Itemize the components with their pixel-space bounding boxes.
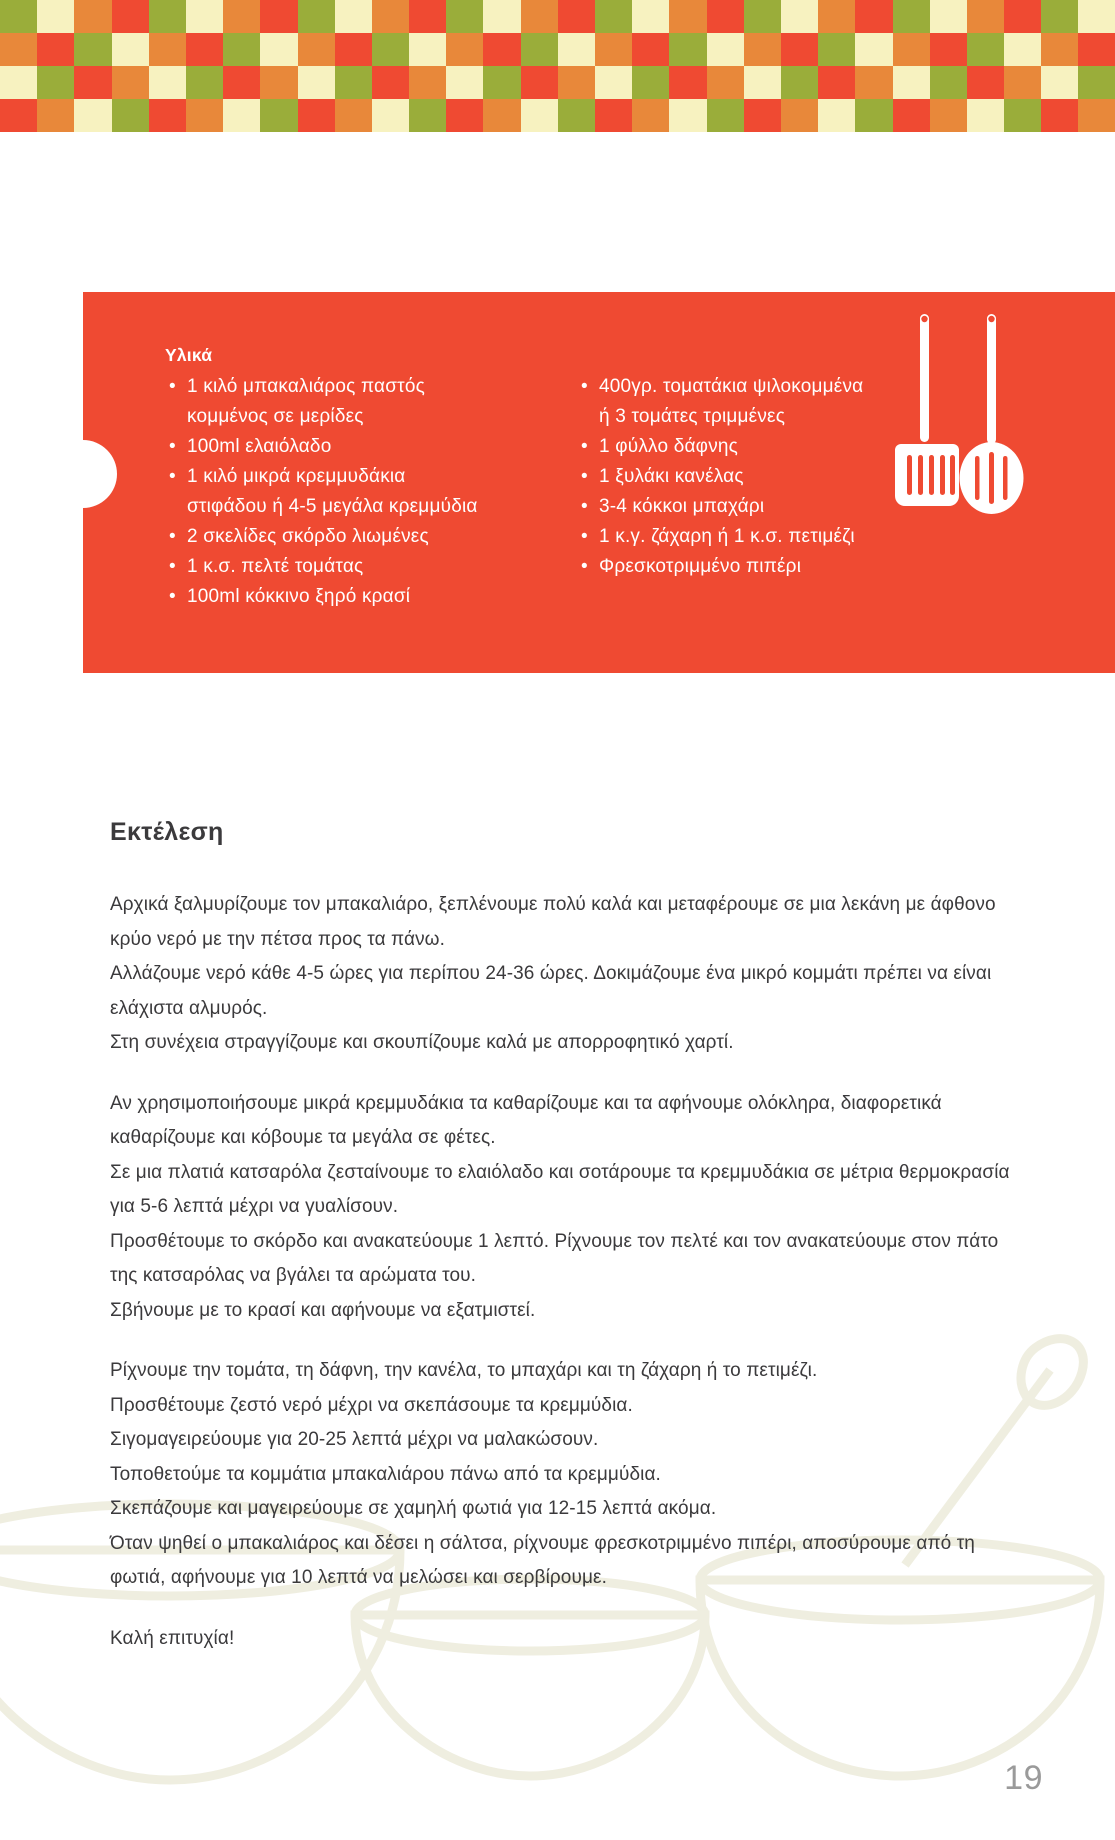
checker-cell (1004, 0, 1041, 33)
checker-cell (335, 0, 372, 33)
checker-cell (74, 0, 111, 33)
checker-cell (669, 66, 706, 99)
checker-cell (521, 0, 558, 33)
checker-cell (372, 0, 409, 33)
checker-cell (298, 99, 335, 132)
ingredients-column-left (165, 372, 555, 612)
ingredient-item (165, 522, 555, 552)
checker-cell (1078, 33, 1115, 66)
checker-cell (483, 33, 520, 66)
checker-cell (483, 99, 520, 132)
checker-cell (707, 99, 744, 132)
checker-cell (967, 99, 1004, 132)
checker-cell (149, 99, 186, 132)
checker-cell (595, 66, 632, 99)
checker-cell (744, 0, 781, 33)
ingredient-text: κομμένος σε μερίδες (187, 406, 364, 427)
checker-cell (223, 99, 260, 132)
execution-title: Εκτέλεση (110, 818, 224, 846)
checker-cell (112, 66, 149, 99)
checker-cell (298, 66, 335, 99)
checker-cell (1004, 33, 1041, 66)
checker-cell (967, 0, 1004, 33)
checker-cell (260, 66, 297, 99)
bullet-icon: • (169, 466, 176, 487)
bullet-icon: • (581, 526, 588, 547)
checker-row-2 (0, 33, 1115, 66)
checker-cell (260, 0, 297, 33)
checker-cell (446, 0, 483, 33)
checker-cell (818, 33, 855, 66)
checker-cell (632, 66, 669, 99)
perforated-edge (83, 292, 1115, 304)
checker-cell (112, 33, 149, 66)
checker-cell (335, 66, 372, 99)
ingredient-text: 1 κ.σ. πελτέ τομάτας (187, 556, 364, 577)
checker-cell (595, 0, 632, 33)
ingredient-text: 1 φύλλο δάφνης (599, 436, 739, 457)
checker-cell (967, 33, 1004, 66)
checker-cell (1041, 99, 1078, 132)
checker-cell (930, 33, 967, 66)
checker-cell (893, 99, 930, 132)
checker-cell (409, 33, 446, 66)
checker-cell (707, 0, 744, 33)
bullet-icon: • (581, 496, 588, 517)
checker-cell (930, 0, 967, 33)
checker-cell (372, 99, 409, 132)
checker-cell (744, 33, 781, 66)
checker-cell (37, 66, 74, 99)
checker-cell (855, 66, 892, 99)
checker-cell (446, 66, 483, 99)
execution-paragraph: Καλή επιτυχία! (110, 1627, 235, 1649)
checker-cell (521, 99, 558, 132)
checker-cell (372, 66, 409, 99)
bullet-icon: • (169, 376, 176, 397)
ingredient-text: 1 κ.γ. ζάχαρη ή 1 κ.σ. πετιμέζι (599, 526, 855, 547)
execution-paragraph: Αν χρησιμοποιήσουμε μικρά κρεμμυδάκια τα καθαρίζουμε και τα αφήνουμε ολόκληρα, διαφορετικά καθαρίζουμε και κόβουμε τα μεγάλα σε φέτες. Σε μια πλατιά κατσαρόλα ζεσταίνουμε το ελαιόλαδο και σοτάρουμε τα κρεμμυδάκια σε μέτρια θερμοκρασία για 5-6 λεπτά μέχρι να γυαλίσουν. Προσθέτουμε το σκόρδο και ανακατεύουμε 1 λεπτό. Ρίχνουμε τον πελτέ και τον ανακατεύουμε στον πάτο της κατσαρόλας να βγάλει τα αρώματα του. Σβήνουμε με το κρασί και αφήνουμε να εξατμιστεί. (110, 1092, 1010, 1321)
execution-paragraph: Αρχικά ξαλμυρίζουμε τον μπακαλιάρο, ξεπλένουμε πολύ καλά και μεταφέρουμε σε μια λεκάνη με άφθονο κρύο νερό με την πέτσα προς τα πάνω. Αλλάζουμε νερό κάθε 4-5 ώρες για περίπου 24-36 ώρες. Δοκιμάζουμε ένα μικρό κομμάτι πρέπει να είναι ελάχιστα αλμυρός. Στη συνέχεια στραγγίζουμε και σκουπίζουμε καλά με απορροφητικό χαρτί. (110, 894, 996, 1053)
bullet-icon: • (581, 466, 588, 487)
checker-cell (632, 33, 669, 66)
ingredient-text: 400γρ. τοματάκια ψιλοκομμένα (599, 376, 864, 397)
ingredient-text: 100ml κόκκινο ξηρό κρασί (187, 586, 411, 607)
ingredient-text: 1 κιλό μικρά κρεμμυδάκια (187, 466, 406, 487)
checker-cell (669, 33, 706, 66)
checker-cell (595, 33, 632, 66)
checker-cell (335, 33, 372, 66)
checker-cell (855, 33, 892, 66)
decorative-top-border (0, 0, 1115, 150)
checker-cell (1041, 33, 1078, 66)
ingredient-text: 1 κιλό μπακαλιάρος παστός (187, 376, 425, 397)
checker-cell (74, 33, 111, 66)
checker-cell (744, 99, 781, 132)
checker-cell (818, 99, 855, 132)
checker-cell (298, 0, 335, 33)
checker-cell (781, 66, 818, 99)
checker-cell (0, 66, 37, 99)
checker-cell (1078, 0, 1115, 33)
checker-cell (409, 66, 446, 99)
checker-cell (0, 0, 37, 33)
checker-cell (818, 66, 855, 99)
checker-cell (521, 33, 558, 66)
checker-cell (186, 0, 223, 33)
bullet-icon: • (169, 586, 176, 607)
checker-cell (707, 33, 744, 66)
checker-cell (930, 99, 967, 132)
checker-cell (781, 33, 818, 66)
checker-cell (37, 99, 74, 132)
checker-cell (149, 66, 186, 99)
checker-cell (558, 33, 595, 66)
checker-cell (149, 0, 186, 33)
checker-cell (632, 0, 669, 33)
checker-cell (112, 0, 149, 33)
checker-row-1 (0, 0, 1115, 33)
checker-cell (669, 99, 706, 132)
checker-cell (521, 66, 558, 99)
checker-cell (0, 33, 37, 66)
checker-cell (632, 99, 669, 132)
checker-cell (483, 66, 520, 99)
ingredient-text: 100ml ελαιόλαδο (187, 436, 332, 457)
checker-cell (893, 66, 930, 99)
ingredient-item (165, 372, 555, 402)
execution-body (110, 888, 1010, 1656)
ingredients-card (83, 292, 1115, 673)
checker-cell (781, 0, 818, 33)
page-number: 19 (1004, 1759, 1043, 1797)
checker-cell (558, 0, 595, 33)
card-notch (49, 440, 117, 508)
checker-cell (483, 0, 520, 33)
ingredient-item (165, 492, 555, 522)
checker-cell (186, 66, 223, 99)
ingredient-item (165, 582, 555, 612)
checker-cell (112, 99, 149, 132)
checker-cell (335, 99, 372, 132)
checker-cell (223, 0, 260, 33)
checker-cell (558, 99, 595, 132)
checker-cell (260, 33, 297, 66)
checker-cell (669, 0, 706, 33)
checker-cell (0, 99, 37, 132)
checker-cell (818, 0, 855, 33)
checker-cell (744, 66, 781, 99)
bullet-icon: • (581, 556, 588, 577)
ingredient-item (577, 552, 997, 582)
checker-cell (74, 99, 111, 132)
bullet-icon: • (581, 376, 588, 397)
checker-cell (409, 99, 446, 132)
checker-cell (223, 33, 260, 66)
ingredient-item (165, 552, 555, 582)
checker-cell (558, 66, 595, 99)
checker-cell (298, 33, 335, 66)
ingredient-item (165, 462, 555, 492)
ingredient-text: 2 σκελίδες σκόρδο λιωμένες (187, 526, 429, 547)
bullet-icon: • (581, 436, 588, 457)
ingredients-title: Υλικά (165, 345, 213, 365)
ingredient-text: 1 ξυλάκι κανέλας (599, 466, 744, 487)
checker-cell (446, 33, 483, 66)
checker-cell (1078, 66, 1115, 99)
checker-cell (186, 99, 223, 132)
checker-cell (967, 66, 1004, 99)
ingredient-item (165, 402, 555, 432)
checker-cell (1041, 66, 1078, 99)
checker-cell (855, 0, 892, 33)
checker-cell (707, 66, 744, 99)
bullet-icon: • (169, 436, 176, 457)
ingredient-item (165, 432, 555, 462)
ingredient-text: ή 3 τομάτες τριμμένες (599, 406, 786, 427)
checker-cell (855, 99, 892, 132)
checker-cell (1004, 99, 1041, 132)
checker-cell (186, 33, 223, 66)
checker-cell (781, 99, 818, 132)
checker-cell (595, 99, 632, 132)
ingredient-text: στιφάδου ή 4-5 μεγάλα κρεμμύδια (187, 496, 478, 517)
utensils-icon (887, 310, 1037, 550)
ingredient-text: Φρεσκοτριμμένο πιπέρι (599, 556, 802, 577)
checker-cell (1078, 99, 1115, 132)
ingredients-list-left (165, 372, 555, 612)
checker-row-3 (0, 66, 1115, 99)
checker-cell (149, 33, 186, 66)
checker-cell (260, 99, 297, 132)
checker-cell (223, 66, 260, 99)
checker-cell (409, 0, 446, 33)
checker-cell (37, 0, 74, 33)
checker-row-4 (0, 99, 1115, 132)
checker-cell (930, 66, 967, 99)
checker-cell (893, 33, 930, 66)
ingredient-text: 3-4 κόκκοι μπαχάρι (599, 496, 765, 517)
bullet-icon: • (169, 526, 176, 547)
checker-cell (37, 33, 74, 66)
checker-cell (372, 33, 409, 66)
checker-cell (893, 0, 930, 33)
checker-cell (1041, 0, 1078, 33)
execution-paragraph: Ρίχνουμε την τομάτα, τη δάφνη, την κανέλα, το μπαχάρι και τη ζάχαρη ή το πετιμέζι. Προσθέτουμε ζεστό νερό μέχρι να σκεπάσουμε τα κρεμμύδια. Σιγομαγειρεύουμε για 20-25 λεπτά μέχρι να μαλακώσουν. Τοποθετούμε τα κομμάτια μπακαλιάρου πάνω από τα κρεμμύδια. Σκεπάζουμε και μαγειρεύουμε σε χαμηλή φωτιά για 12-15 λεπτά ακόμα. Όταν ψηθεί ο μπακαλιάρος και δέσει η σάλτσα, ρίχνουμε φρεσκοτριμμένο πιπέρι, αποσύρουμε από τη φωτιά, αφήνουμε για 10 λεπτά να μελώσει και σερβίρουμε. (110, 1360, 975, 1588)
checker-cell (446, 99, 483, 132)
checker-cell (74, 66, 111, 99)
checker-cell (1004, 66, 1041, 99)
bullet-icon: • (169, 556, 176, 577)
